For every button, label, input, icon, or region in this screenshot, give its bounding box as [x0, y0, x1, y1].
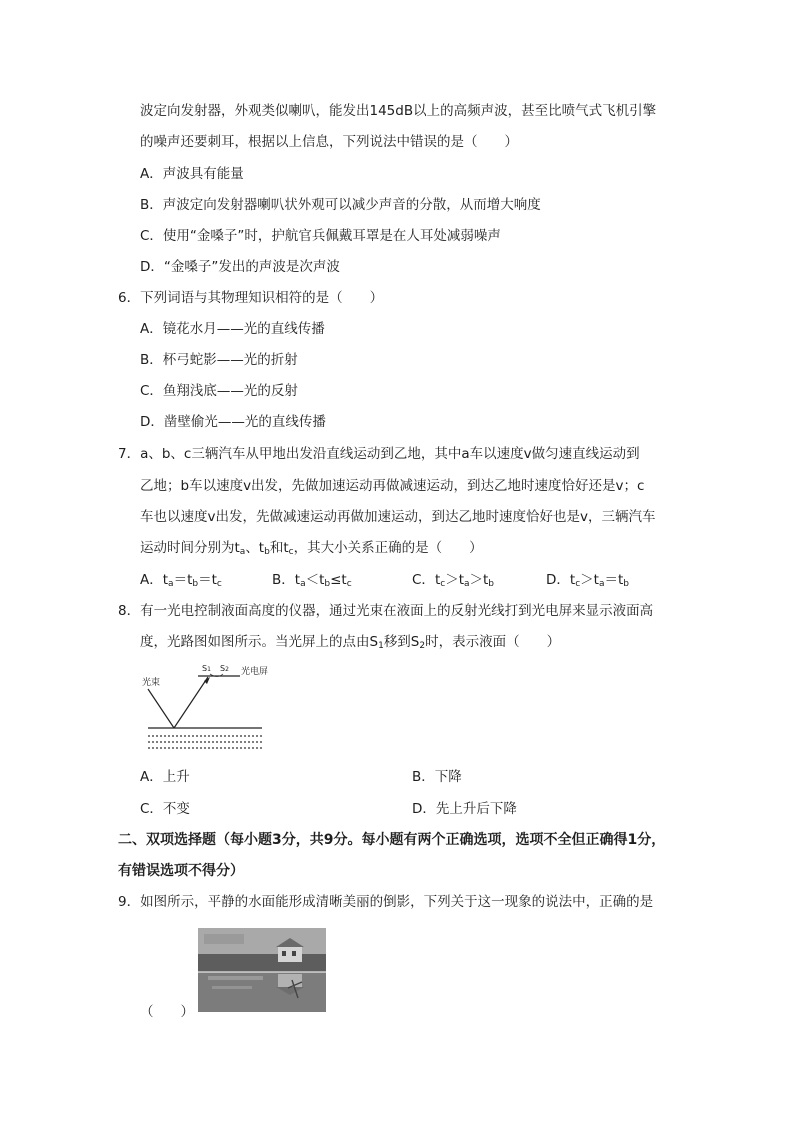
- q6-stem: 6．下列词语与其物理知识相符的是（ ）: [118, 290, 384, 306]
- screen-label: 光电屏: [241, 667, 269, 677]
- reflected-ray: [174, 677, 208, 728]
- q6-option-d: D．凿壁偷光——光的直线传播: [140, 414, 326, 430]
- section2-heading-line2: 有错误选项不得分）: [118, 863, 244, 879]
- s2-label: S2: [220, 664, 229, 673]
- light-path-diagram: [140, 657, 280, 757]
- q8-stem-line2: 度，光路图如图所示。当光屏上的点由$S_1$移到$S_2$时，表示液面（ ）: [140, 634, 561, 651]
- q9-stem: 9．如图所示，平静的水面能形成清晰美丽的倒影，下列关于这一现象的说法中，正确的是: [118, 894, 654, 910]
- q7-stem-line1: 7．a、b、c三辆汽车从甲地出发沿直线运动到乙地，其中a车以速度v做匀速直线运动到: [118, 446, 640, 462]
- q7-option-b: B．$t_a<t_b\le t_c$: [272, 572, 352, 589]
- q6-option-c: C．鱼翔浅底——光的反射: [140, 383, 298, 399]
- beam-label: 光束: [142, 678, 161, 688]
- q8-option-d: D．先上升后下降: [412, 801, 517, 817]
- q8-option-c: C．不变: [140, 801, 190, 817]
- q9-answer-paren: （ ）: [140, 1004, 194, 1020]
- q7-option-d: D．$t_c>t_a=t_b$: [546, 572, 629, 589]
- s1-label: S1: [202, 664, 211, 673]
- q7-stem-line4: 运动时间分别为$t_a$、$t_b$和$t_c$，其大小关系正确的是（ ）: [140, 540, 483, 557]
- q5-option-c: C．使用“金嗓子”时，护航官兵佩戴耳罩是在人耳处减弱噪声: [140, 228, 501, 244]
- section2-heading-line1: 二、双项选择题（每小题3分，共9分。每小题有两个正确选项，选项不全但正确得1分，: [118, 832, 666, 848]
- q5-option-a: A．声波具有能量: [140, 166, 244, 182]
- q5-stem-line1: 波定向发射器，外观类似喇叭，能发出145dB以上的高频声波，甚至比喷气式飞机引擎: [140, 103, 657, 119]
- q6-option-a: A．镜花水月——光的直线传播: [140, 321, 325, 337]
- q6-option-b: B．杯弓蛇影——光的折射: [140, 352, 298, 368]
- q8-stem-line1: 8．有一光电控制液面高度的仪器，通过光束在液面上的反射光线打到光电屏来显示液面高: [118, 603, 654, 619]
- q5-option-b: B．声波定向发射器喇叭状外观可以减少声音的分散，从而增大响度: [140, 197, 541, 213]
- q7-option-a: A．$t_a=t_b=t_c$: [140, 572, 222, 589]
- q7-stem-line2: 乙地；b车以速度v出发，先做加速运动再做减速运动，到达乙地时速度恰好还是v；c: [140, 478, 645, 494]
- q7-stem-line3: 车也以速度v出发，先做减速运动再做加速运动，到达乙地时速度恰好也是v，三辆汽车: [140, 509, 656, 525]
- q8-option-b: B．下降: [412, 769, 462, 785]
- q5-option-d: D．“金嗓子”发出的声波是次声波: [140, 259, 340, 275]
- incident-ray: [148, 689, 174, 728]
- reflection-photo: [198, 928, 326, 1012]
- q7-option-c: C．$t_c>t_a>t_b$: [412, 572, 495, 589]
- q8-option-a: A．上升: [140, 769, 190, 785]
- q5-stem-line2: 的噪声还要刺耳，根据以上信息，下列说法中错误的是（ ）: [140, 134, 518, 150]
